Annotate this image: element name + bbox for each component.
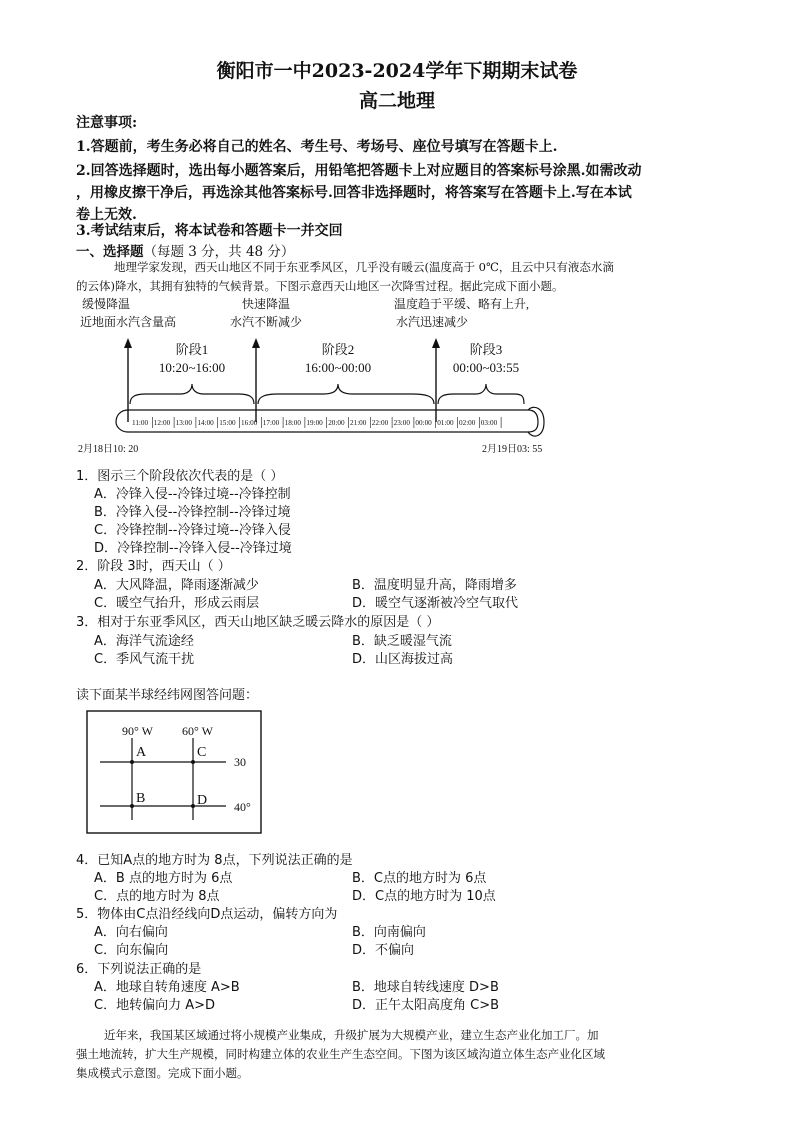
passage-2-line-1: 近年来，我国某区域通过将小规模产业集成，升级扩展为大规模产业，建立生态产业化加工厂。加 — [104, 1028, 599, 1042]
lat-label-40: 40° — [234, 800, 251, 814]
q2-option-d[interactable]: D．暖空气逐渐被冷空气取代 — [352, 596, 519, 611]
notice-line-3: 3.考试结束后，将本试卷和答题卡一并交回 — [76, 223, 343, 239]
grid-intro: 读下面某半球经纬网图答问题： — [76, 688, 259, 703]
q3-option-d[interactable]: D．山区海拔过高 — [352, 652, 454, 667]
q1-option-a[interactable]: A．冷锋入侵--冷锋过境--冷锋控制 — [94, 487, 291, 502]
exam-title: 衡阳市一中2023-2024学年下期期末试卷 — [216, 60, 578, 82]
tick-label-3: 14:00 — [197, 419, 214, 427]
point-b-marker — [130, 804, 134, 808]
q2-option-b[interactable]: B．温度明显升高，降雨增多 — [352, 578, 517, 593]
q4-option-d[interactable]: D．C点的地方时为 10点 — [352, 889, 496, 904]
stage2-time: 16:00~00:00 — [304, 360, 372, 375]
stage3-label: 阶段3 — [469, 342, 503, 357]
q6-option-a[interactable]: A．地球自转角速度 A>B — [94, 980, 240, 995]
q6-option-d[interactable]: D．正午太阳高度角 C>B — [352, 998, 500, 1013]
point-d-marker — [191, 804, 195, 808]
notice-line-2a: 2.回答选择题时，选出每小题答案后，用铅笔把答题卡上对应题目的答案标号涂黑.如需改动 — [76, 163, 642, 179]
q4-option-c[interactable]: C．点的地方时为 8点 — [94, 889, 220, 904]
tick-label-0: 11:00 — [132, 419, 149, 427]
q1-option-c[interactable]: C．冷锋控制--冷锋过境--冷锋入侵 — [94, 523, 291, 538]
lat-label-30: 30 — [234, 755, 246, 769]
stage1-desc-b: 近地面水汽含量高 — [80, 315, 177, 329]
tick-label-13: 00:00 — [415, 419, 432, 427]
section-title: 一、选择题 — [76, 244, 144, 260]
stage3-time: 00:00~03:55 — [452, 360, 520, 375]
tick-label-7: 18:00 — [284, 419, 301, 427]
tick-label-6: 17:00 — [262, 419, 280, 427]
q5-option-c[interactable]: C．向东偏向 — [94, 943, 169, 958]
notice-line-2b: ，用橡皮擦干净后，再选涂其他答案标号.回答非选择题时，将答案写在答题卡上.写在本试 — [76, 185, 632, 201]
stage2-desc-b: 水汽不断减少 — [230, 315, 303, 329]
passage-2-line-3: 集成模式示意图。完成下面小题。 — [76, 1066, 249, 1080]
passage-1-line-1: 地理学家发现，西天山地区不同于东亚季风区，几乎没有暖云(温度高于 0℃，且云中只有液态水滴 — [114, 260, 614, 274]
q3-stem: 3．相对于东亚季风区，西天山地区缺乏暖云降水的原因是（ ） — [76, 615, 440, 630]
q1-option-d[interactable]: D．冷锋控制--冷锋入侵--冷锋过境 — [94, 541, 292, 556]
point-d-label: D — [197, 793, 208, 808]
q3-option-c[interactable]: C．季风气流干扰 — [94, 652, 195, 667]
tick-label-16: 03:00 — [480, 419, 498, 427]
timeline-end: 2月19日03: 55 — [482, 444, 543, 455]
point-a-marker — [130, 760, 134, 764]
stage1-brace — [130, 384, 254, 404]
q6-stem: 6．下列说法正确的是 — [76, 962, 202, 977]
q1-option-b[interactable]: B．冷锋入侵--冷锋控制--冷锋过境 — [94, 505, 291, 520]
tick-label-1: 12:00 — [153, 419, 171, 427]
q4-option-a[interactable]: A．B 点的地方时为 6点 — [94, 871, 233, 886]
stage1-time: 10:20~16:00 — [158, 360, 226, 375]
arrowhead-2 — [252, 338, 260, 348]
lon-label-90w: 90° W — [122, 724, 153, 738]
tick-label-11: 22:00 — [371, 419, 389, 427]
exam-subtitle: 高二地理 — [358, 90, 435, 112]
stage3-brace — [438, 384, 524, 404]
tick-label-9: 20:00 — [328, 419, 345, 427]
tick-label-15: 02:00 — [459, 419, 476, 427]
passage-2-line-2: 强土地流转，扩大生产规模，同时构建立体的农业生产生态空间。下图为该区域沟道立体生态产业化区域 — [76, 1047, 605, 1061]
passage-1-line-2: 的云体)降水，其拥有独特的气候背景。下图示意西天山地区一次降雪过程。据此完成下面小题。 — [76, 279, 564, 293]
tick-label-10: 21:00 — [350, 419, 367, 427]
q1-stem: 1．图示三个阶段依次代表的是（ ） — [76, 469, 284, 484]
passage-2 — [76, 1026, 720, 1083]
q5-option-d[interactable]: D．不偏向 — [352, 943, 415, 958]
notice-heading: 注意事项: — [76, 115, 138, 131]
arrowhead-1 — [124, 338, 132, 348]
tick-label-14: 01:00 — [437, 419, 454, 427]
arrowhead-3 — [432, 338, 440, 348]
q2-option-c[interactable]: C．暖空气抬升，形成云雨层 — [94, 596, 260, 611]
q2-stem: 2．阶段 3时，西天山（ ） — [76, 559, 231, 574]
q2-option-a[interactable]: A．大风降温，降雨逐渐减少 — [94, 578, 259, 593]
lon-label-60w: 60° W — [182, 724, 213, 738]
stage2-label: 阶段2 — [321, 342, 355, 357]
point-c-marker — [191, 760, 195, 764]
passage-1 — [76, 258, 716, 296]
point-a-label: A — [136, 745, 147, 760]
q4-option-b[interactable]: B．C点的地方时为 6点 — [352, 871, 487, 886]
stage1-label: 阶段1 — [175, 342, 209, 357]
q5-option-b[interactable]: B．向南偏向 — [352, 925, 426, 940]
point-b-label: B — [136, 791, 146, 806]
tick-label-4: 15:00 — [219, 419, 236, 427]
stage2-desc-a: 快速降温 — [242, 297, 291, 311]
notice-line-2c: 卷上无效. — [76, 207, 137, 223]
q5-option-a[interactable]: A．向右偏向 — [94, 925, 168, 940]
q3-option-a[interactable]: A．海洋气流途经 — [94, 634, 194, 649]
q3-option-b[interactable]: B．缺乏暖湿气流 — [352, 634, 452, 649]
stage1-desc-a: 缓慢降温 — [82, 297, 131, 311]
stage2-brace — [258, 384, 434, 404]
q6-option-b[interactable]: B．地球自转线速度 D>B — [352, 980, 499, 995]
graticule-frame — [87, 711, 261, 833]
graticule-figure — [86, 710, 262, 834]
snowfall-timeline-figure — [76, 292, 576, 460]
q6-option-c[interactable]: C．地转偏向力 A>D — [94, 998, 216, 1013]
point-c-label: C — [197, 745, 207, 760]
stage3-desc-b: 水汽迅速减少 — [396, 315, 469, 329]
tick-label-2: 13:00 — [175, 419, 192, 427]
stage3-desc-a: 温度趋于平缓、略有上升, — [394, 297, 530, 311]
tick-label-8: 19:00 — [306, 419, 323, 427]
section-heading — [76, 240, 294, 260]
tick-label-5: 16:00 — [241, 419, 258, 427]
timeline-start: 2月18日10: 20 — [78, 444, 139, 455]
q4-stem: 4．已知A点的地方时为 8点，下列说法正确的是 — [76, 853, 353, 868]
tick-label-12: 23:00 — [393, 419, 410, 427]
q5-stem: 5．物体由C点沿经线向D点运动，偏转方向为 — [76, 907, 338, 922]
section-note: （每题 3 分，共 48 分） — [143, 244, 295, 260]
notice-line-1: 1.答题前，考生务必将自己的姓名、考生号、考场号、座位号填写在答题卡上. — [76, 139, 558, 155]
